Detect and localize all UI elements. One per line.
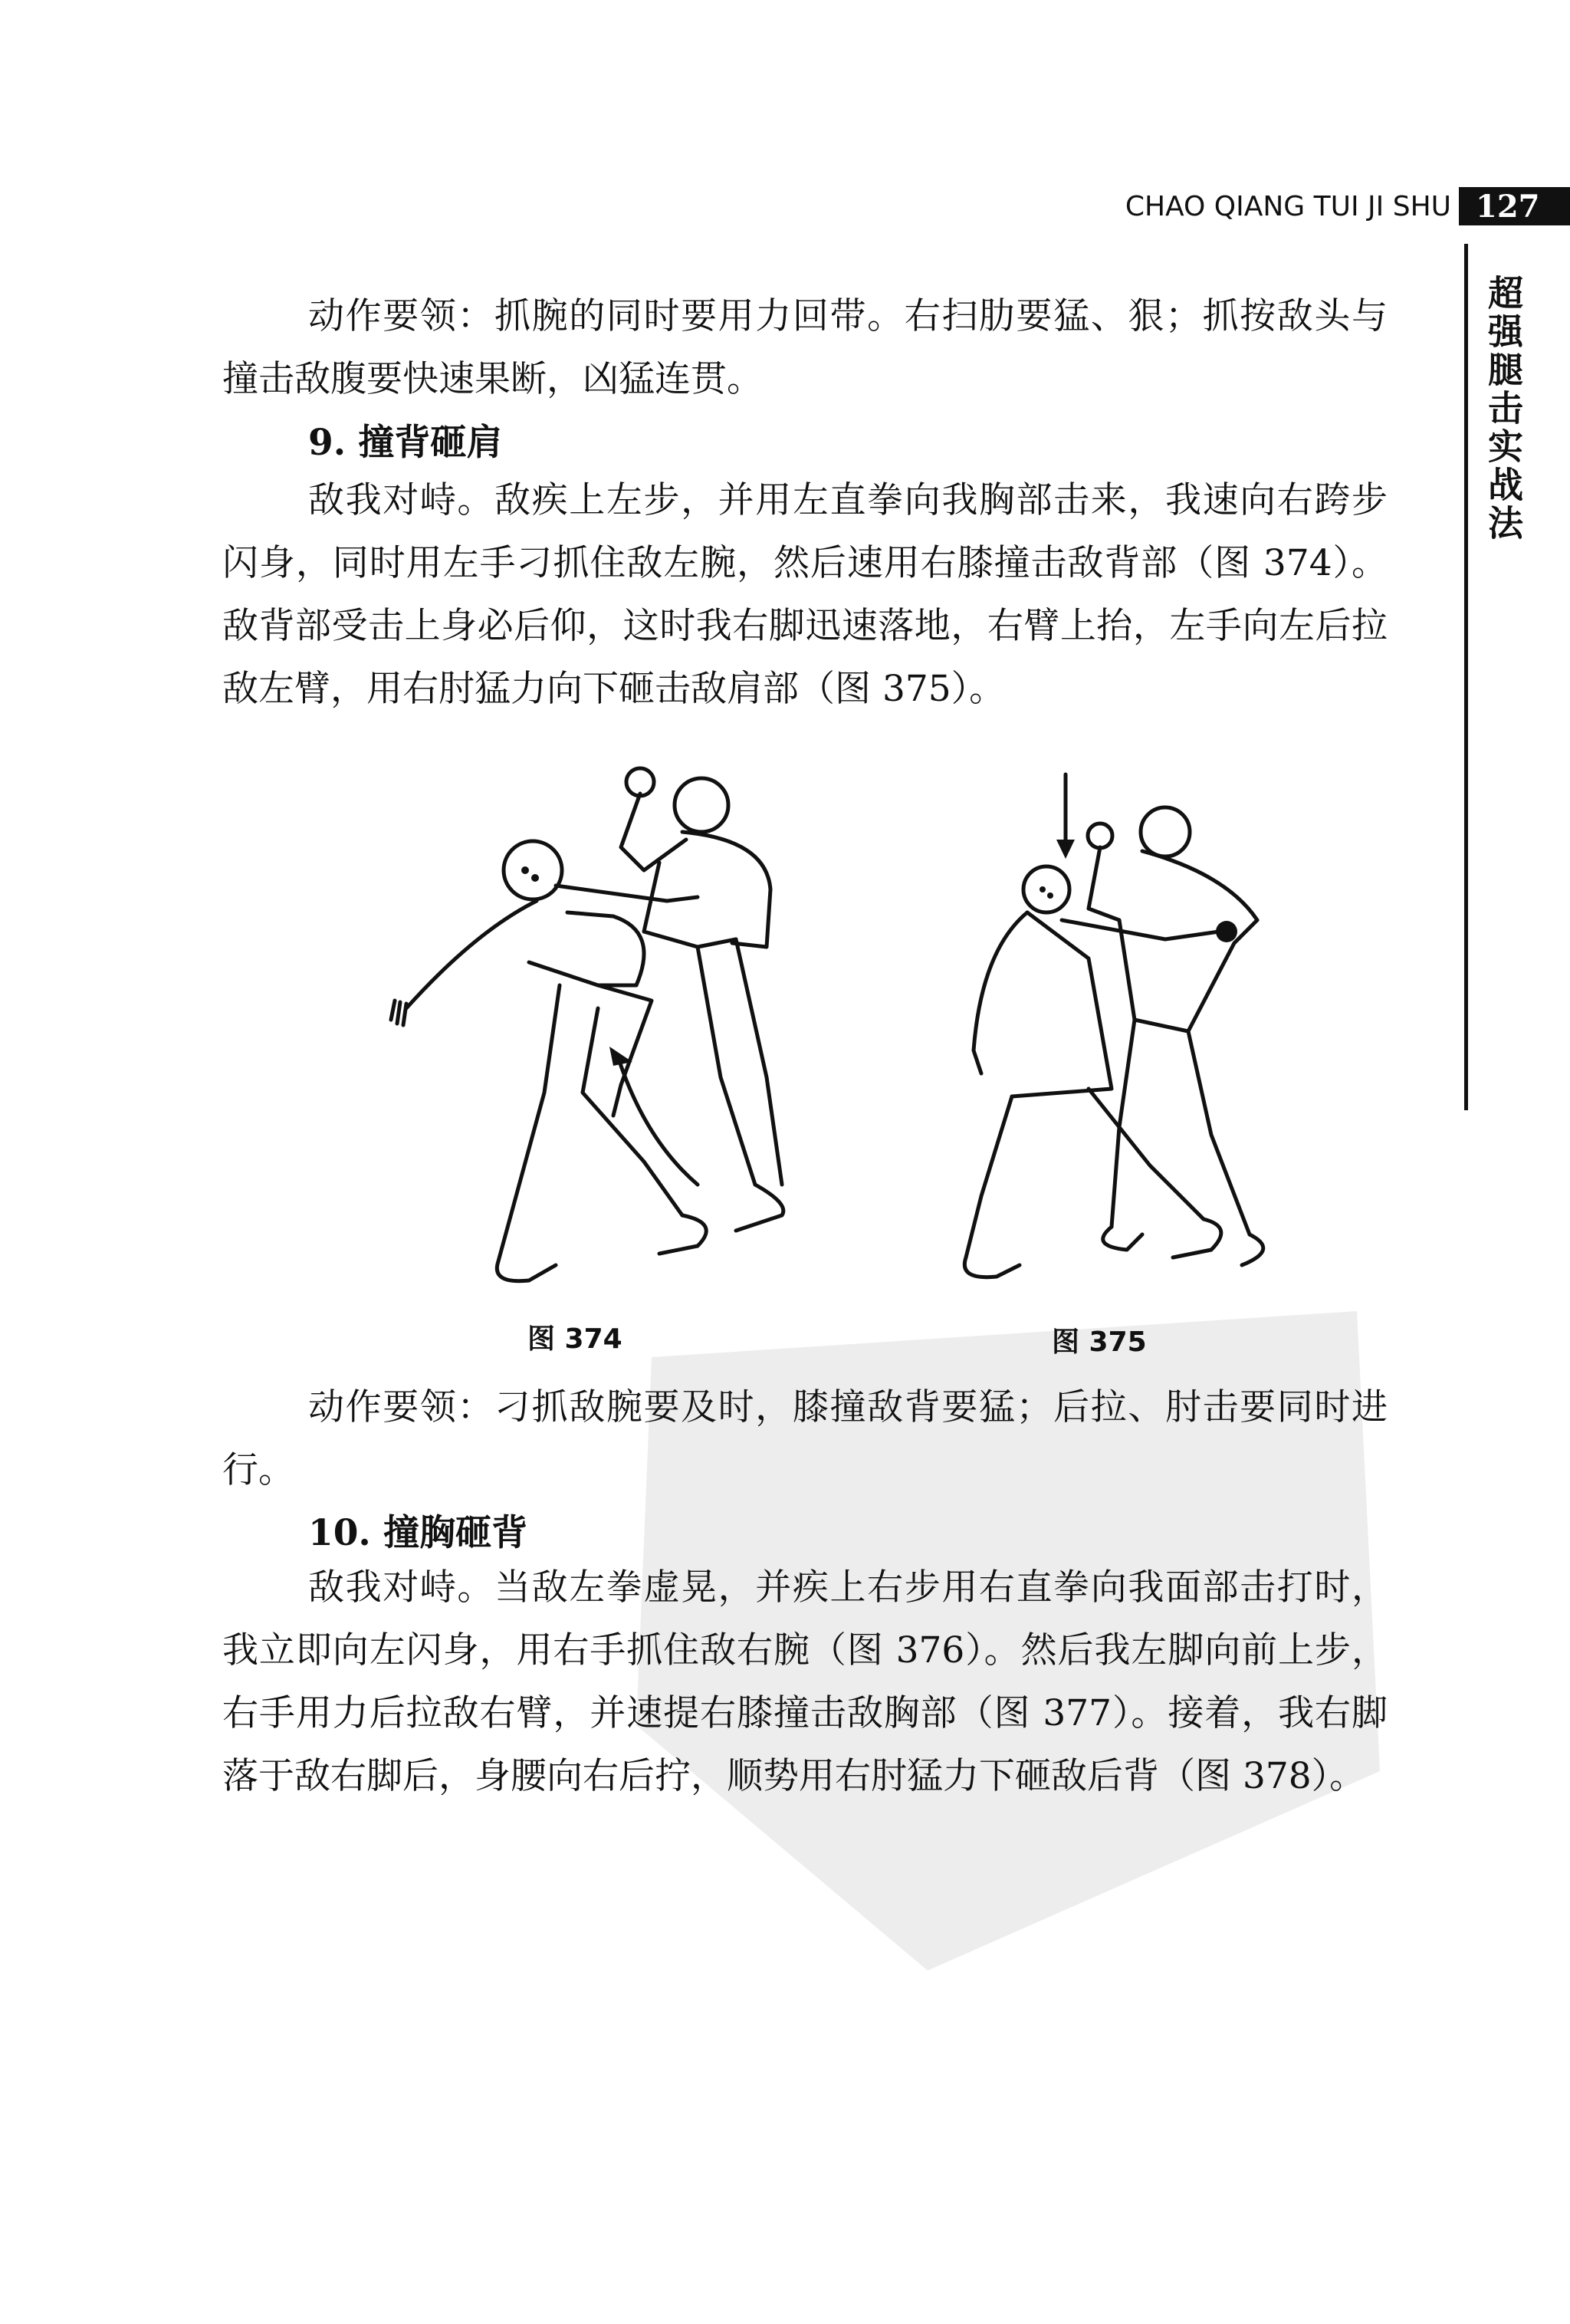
running-head — [1033, 187, 1570, 225]
paragraph-2: 敌我对峙。敌疾上左步，并用左直拳向我胸部击来，我速向右跨步闪身，同时用左手刁抓住敌左腕，然后速用右膝撞击敌背部（图 374）。敌背部受击上身必后仰，这时我右脚迅速落地，右臂上抬，左手向左后拉敌左臂，用右肘猛力向下砸击敌肩部（图 375）。 — [222, 479, 1388, 710]
side-rule — [1464, 244, 1468, 1110]
figure-375-illustration — [935, 767, 1288, 1296]
figure-375-caption: 图 375 — [1052, 1326, 1147, 1358]
heading-9: 9. 撞背砸肩 — [308, 422, 503, 464]
figure-374-caption: 图 374 — [527, 1323, 622, 1355]
paragraph-1: 动作要领：抓腕的同时要用力回带。右扫肋要猛、狠；抓按敌头与撞击敌腹要快速果断，凶猛连贯。 — [222, 295, 1388, 400]
heading-10: 10. 撞胸砸背 — [308, 1512, 528, 1554]
paragraph-4: 敌我对峙。当敌左拳虚晃，并疾上右步用右直拳向我面部击打时，我立即向左闪身，用右手抓住敌右腕（图 376）。然后我左脚向前上步，右手用力后拉敌右臂，并速提右膝撞击敌胸部（图 377）。接着，我右脚落于敌右脚后，身腰向右后拧，顺势用右肘猛力下砸敌后背（图 378）。 — [222, 1566, 1388, 1797]
running-head-title: CHAO QIANG TUI JI SHU — [1125, 190, 1451, 222]
side-tab-title: 超强腿击实战法 — [1483, 274, 1524, 543]
paragraph-3: 动作要领：刁抓敌腕要及时，膝撞敌背要猛；后拉、肘击要同时进行。 — [222, 1386, 1388, 1491]
page-number: 127 — [1459, 187, 1570, 225]
figure-374-illustration — [337, 755, 828, 1307]
